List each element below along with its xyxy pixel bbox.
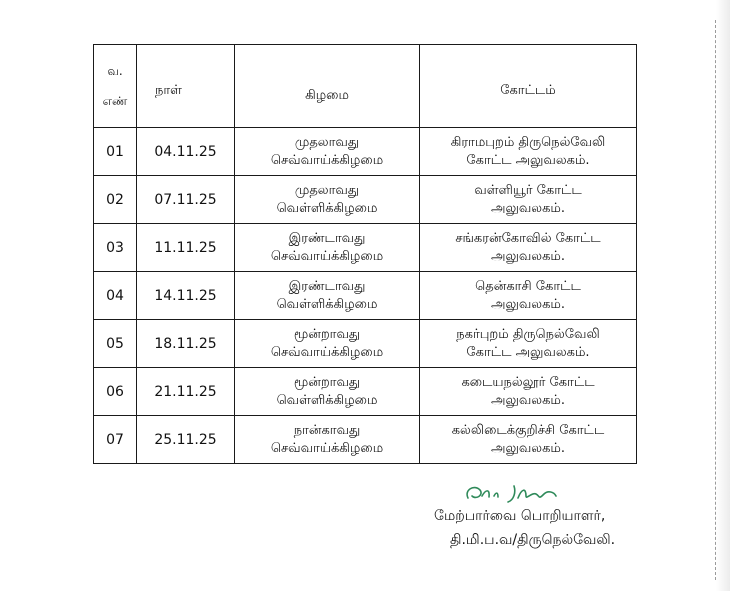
- day-cell: [235, 368, 420, 416]
- serial-cell: 04: [94, 272, 137, 320]
- office-line2: அலுவலகம்.: [491, 200, 565, 216]
- office-line1: கடையநல்லூர் கோட்ட: [461, 374, 595, 390]
- office-header: கோட்டம்: [420, 45, 637, 128]
- serial-cell: 07: [94, 416, 137, 464]
- day-line2: வெள்ளிக்கிழமை: [276, 296, 378, 312]
- date-cell: 25.11.25: [137, 416, 235, 464]
- office-line1: நகர்புறம் திருநெல்வேலி: [456, 326, 600, 342]
- date-cell: 21.11.25: [137, 368, 235, 416]
- serial-header-line1: வ.: [107, 64, 123, 78]
- date-cell: 18.11.25: [137, 320, 235, 368]
- day-line1: மூன்றாவது: [293, 326, 361, 342]
- office-line2: அலுவலகம்.: [491, 440, 565, 456]
- table-row: [94, 272, 637, 320]
- day-line1: முதலாவது: [294, 134, 360, 150]
- day-line2: செவ்வாய்க்கிழமை: [270, 152, 384, 168]
- date-cell: 04.11.25: [137, 128, 235, 176]
- office-cell: [420, 224, 637, 272]
- table-row: [94, 128, 637, 176]
- office-cell: [420, 320, 637, 368]
- day-header: கிழமை: [235, 45, 420, 128]
- office-cell: [420, 128, 637, 176]
- day-line2: செவ்வாய்க்கிழமை: [270, 440, 384, 456]
- day-line1: இரண்டாவது: [288, 230, 366, 246]
- day-line2: வெள்ளிக்கிழமை: [276, 200, 378, 216]
- serial-cell: 03: [94, 224, 137, 272]
- office-cell: [420, 272, 637, 320]
- office-cell: [420, 368, 637, 416]
- day-cell: [235, 416, 420, 464]
- day-cell: [235, 128, 420, 176]
- date-header: நாள்: [137, 45, 235, 128]
- page-edge-shadow: [716, 0, 730, 591]
- table-header-row: [94, 45, 637, 128]
- serial-header: [94, 45, 137, 128]
- table-row: [94, 176, 637, 224]
- day-cell: [235, 272, 420, 320]
- day-cell: [235, 320, 420, 368]
- office-cell: [420, 176, 637, 224]
- office-line1: கிராமபுறம் திருநெல்வேலி: [450, 134, 606, 150]
- table-row: [94, 416, 637, 464]
- office-line2: அலுவலகம்.: [491, 296, 565, 312]
- day-line1: முதலாவது: [294, 182, 360, 198]
- office-line1: வள்ளியூர் கோட்ட: [474, 182, 582, 198]
- office-line1: தென்காசி கோட்ட: [475, 278, 581, 294]
- office-line2: அலுவலகம்.: [491, 392, 565, 408]
- serial-cell: 01: [94, 128, 137, 176]
- table-row: [94, 368, 637, 416]
- day-line1: நான்காவது: [293, 422, 361, 438]
- office-line2: அலுவலகம்.: [491, 248, 565, 264]
- serial-cell: 02: [94, 176, 137, 224]
- date-cell: 07.11.25: [137, 176, 235, 224]
- office-line1: கல்லிடைக்குறிச்சி கோட்ட: [451, 422, 605, 438]
- office-line2: கோட்ட அலுவலகம்.: [466, 152, 590, 168]
- signature-scribble: [462, 480, 582, 506]
- day-line2: செவ்வாய்க்கிழமை: [270, 344, 384, 360]
- table-row: [94, 320, 637, 368]
- signatory-office: தி.மி.ப.வ/திருநெல்வேலி.: [450, 532, 616, 548]
- day-cell: [235, 224, 420, 272]
- serial-cell: 06: [94, 368, 137, 416]
- serial-header-line2: எண்: [102, 94, 128, 108]
- serial-cell: 05: [94, 320, 137, 368]
- day-line1: இரண்டாவது: [288, 278, 366, 294]
- day-cell: [235, 176, 420, 224]
- date-cell: 11.11.25: [137, 224, 235, 272]
- schedule-table: [93, 44, 637, 464]
- table-row: [94, 224, 637, 272]
- office-cell: [420, 416, 637, 464]
- office-line1: சங்கரன்கோவில் கோட்ட: [455, 230, 601, 246]
- date-cell: 14.11.25: [137, 272, 235, 320]
- office-line2: கோட்ட அலுவலகம்.: [466, 344, 590, 360]
- signatory-designation: மேற்பார்வை பொறியாளர்,: [434, 508, 606, 524]
- day-line2: செவ்வாய்க்கிழமை: [270, 248, 384, 264]
- day-line2: வெள்ளிக்கிழமை: [276, 392, 378, 408]
- day-line1: மூன்றாவது: [293, 374, 361, 390]
